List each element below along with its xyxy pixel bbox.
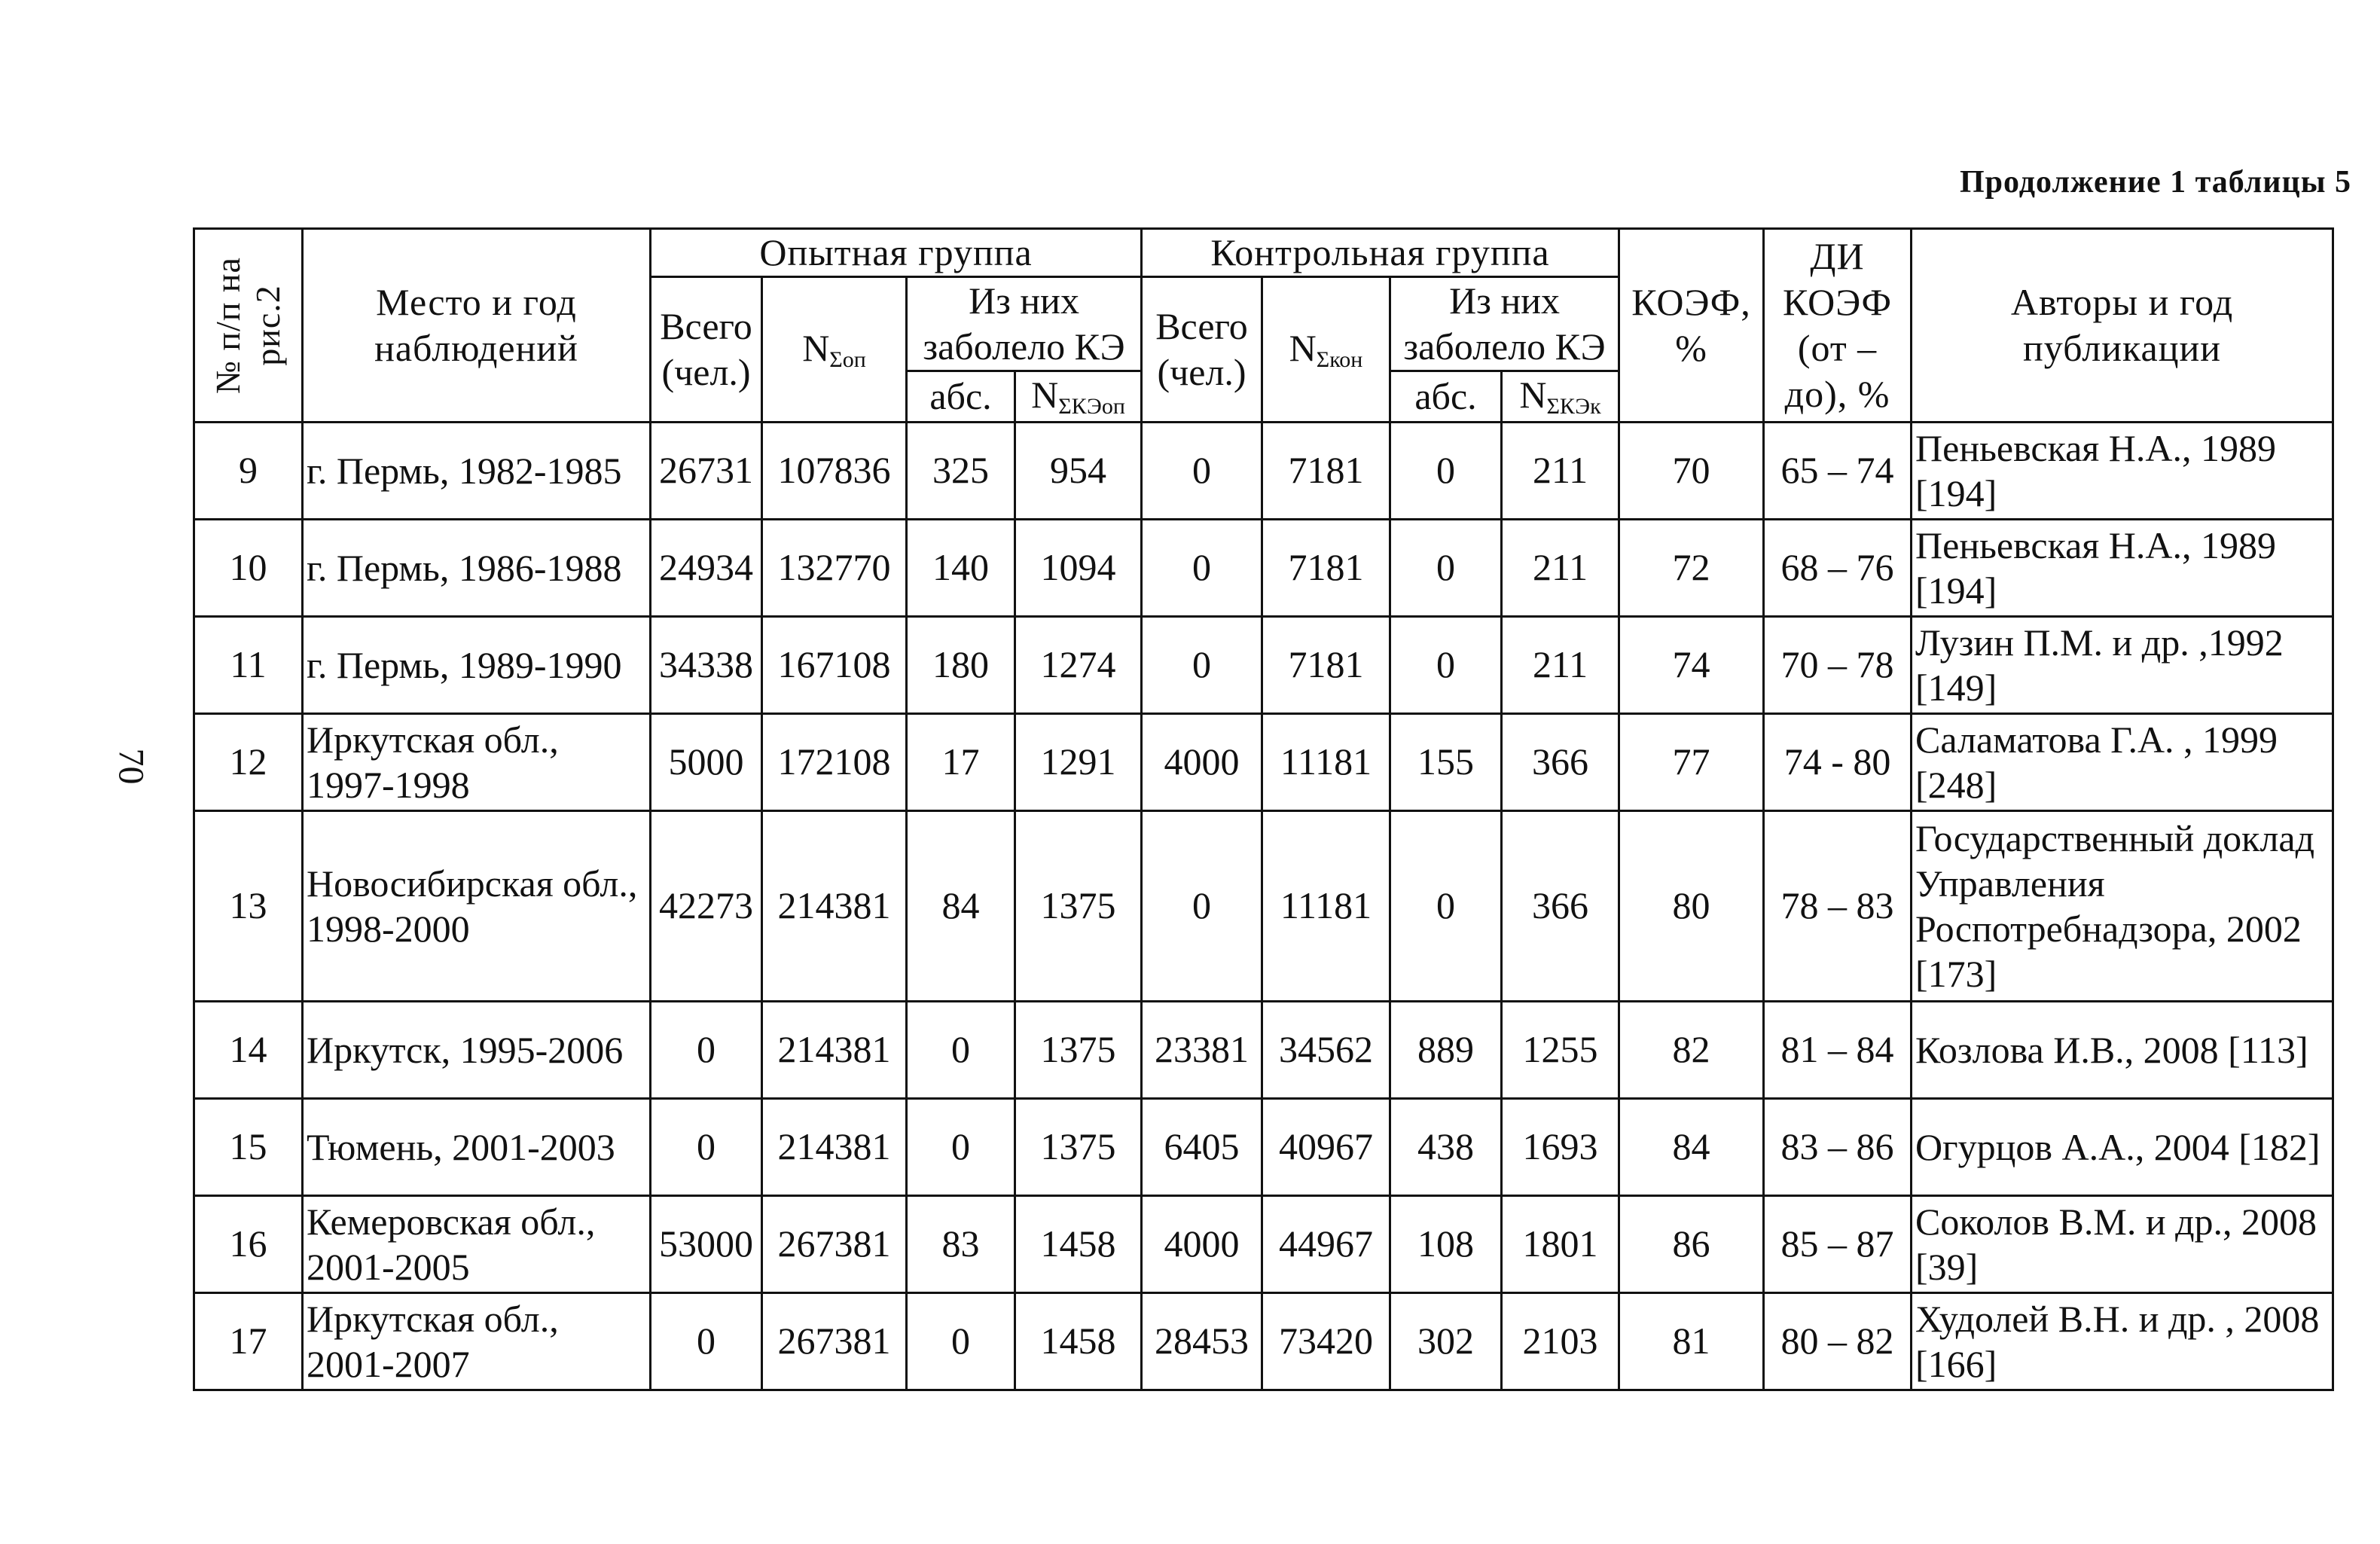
- cell-ctrl-abs: 0: [1390, 422, 1502, 519]
- cell-author: Огурцов А.А., 2004 [182]: [1912, 1098, 2333, 1195]
- cell-koef: 84: [1619, 1098, 1764, 1195]
- table-row: [194, 519, 2333, 616]
- cell-exp-nke: 1458: [1015, 1292, 1142, 1390]
- header-authors: Авторы и год публикации: [1912, 229, 2333, 423]
- cell-exp-total: 53000: [651, 1195, 762, 1292]
- cell-place: Иркутск, 1995-2006: [303, 1001, 651, 1098]
- cell-koef: 81: [1619, 1292, 1764, 1390]
- cell-exp-abs: 180: [907, 616, 1015, 713]
- cell-exp-total: 34338: [651, 616, 762, 713]
- cell-di: 74 - 80: [1764, 713, 1912, 810]
- table-row: [194, 713, 2333, 810]
- cell-exp-nke: 954: [1015, 422, 1142, 519]
- cell-koef: 72: [1619, 519, 1764, 616]
- cell-exp-total: 5000: [651, 713, 762, 810]
- cell-author: Козлова И.В., 2008 [113]: [1912, 1001, 2333, 1098]
- cell-ctrl-nke: 211: [1502, 616, 1619, 713]
- cell-ctrl-abs: 0: [1390, 616, 1502, 713]
- cell-ctrl-nke: 1693: [1502, 1098, 1619, 1195]
- header-exp-n-ke: [1015, 371, 1142, 423]
- cell-ctrl-nke: 366: [1502, 810, 1619, 1001]
- cell-ctrl-nke: 366: [1502, 713, 1619, 810]
- header-exp-n-sum: [762, 277, 907, 423]
- cell-ctrl-abs: 155: [1390, 713, 1502, 810]
- cell-ctrl-n: 73420: [1262, 1292, 1390, 1390]
- header-exp-n-ke-sub: ΣКЭоп: [1058, 394, 1125, 419]
- cell-exp-nke: 1094: [1015, 519, 1142, 616]
- table-row: [194, 616, 2333, 713]
- table-row: [194, 422, 2333, 519]
- cell-exp-total: 0: [651, 1098, 762, 1195]
- header-exp-n-sum-sub: Σоп: [829, 346, 866, 372]
- cell-exp-total: 42273: [651, 810, 762, 1001]
- cell-num: 11: [194, 616, 303, 713]
- continuation-title: Продолжение 1 таблицы 5: [1959, 165, 2351, 200]
- cell-place: Новосибирская обл., 1998-2000: [303, 810, 651, 1001]
- header-ctrl-abs: абс.: [1390, 371, 1502, 423]
- cell-author: Государственный доклад Управления Роспотребнадзора, 2002 [173]: [1912, 810, 2333, 1001]
- cell-ctrl-total: 6405: [1142, 1098, 1262, 1195]
- cell-exp-total: 26731: [651, 422, 762, 519]
- cell-koef: 70: [1619, 422, 1764, 519]
- header-exp-n-ke-main: N: [1031, 374, 1059, 416]
- cell-place: Кемеровская обл., 2001-2005: [303, 1195, 651, 1292]
- cell-ctrl-total: 0: [1142, 422, 1262, 519]
- table-row: [194, 1001, 2333, 1098]
- header-exp-n-sum-main: N: [802, 326, 830, 369]
- header-ctrl-n-sum: [1262, 277, 1390, 423]
- cell-exp-n: 167108: [762, 616, 907, 713]
- header-ctrl-n-ke-sub: ΣКЭк: [1546, 394, 1601, 419]
- cell-koef: 74: [1619, 616, 1764, 713]
- cell-koef: 82: [1619, 1001, 1764, 1098]
- cell-place: г. Пермь, 1982-1985: [303, 422, 651, 519]
- table-row: [194, 1098, 2333, 1195]
- cell-ctrl-abs: 0: [1390, 810, 1502, 1001]
- cell-exp-n: 214381: [762, 1098, 907, 1195]
- page-number: 70: [111, 748, 151, 785]
- cell-exp-total: 0: [651, 1001, 762, 1098]
- cell-ctrl-n: 11181: [1262, 713, 1390, 810]
- cell-place: Тюмень, 2001-2003: [303, 1098, 651, 1195]
- cell-ctrl-abs: 108: [1390, 1195, 1502, 1292]
- cell-di: 65 – 74: [1764, 422, 1912, 519]
- cell-num: 12: [194, 713, 303, 810]
- cell-ctrl-total: 28453: [1142, 1292, 1262, 1390]
- cell-exp-abs: 0: [907, 1001, 1015, 1098]
- cell-place: Иркутская обл., 2001-2007: [303, 1292, 651, 1390]
- cell-ctrl-total: 0: [1142, 810, 1262, 1001]
- cell-ctrl-total: 4000: [1142, 713, 1262, 810]
- cell-ctrl-abs: 889: [1390, 1001, 1502, 1098]
- header-di-koef: ДИ КОЭФ (от – до), %: [1764, 229, 1912, 423]
- cell-exp-abs: 83: [907, 1195, 1015, 1292]
- cell-ctrl-abs: 302: [1390, 1292, 1502, 1390]
- cell-author: Пеньевская Н.А., 1989 [194]: [1912, 519, 2333, 616]
- header-ctrl-of-them: Из них заболело КЭ: [1390, 277, 1619, 371]
- cell-num: 9: [194, 422, 303, 519]
- cell-exp-nke: 1375: [1015, 810, 1142, 1001]
- cell-ctrl-n: 11181: [1262, 810, 1390, 1001]
- cell-exp-nke: 1291: [1015, 713, 1142, 810]
- table-row: [194, 810, 2333, 1001]
- header-ctrl-n-sum-sub: Σкон: [1316, 346, 1363, 372]
- header-experimental-group: Опытная группа: [651, 229, 1142, 277]
- cell-koef: 86: [1619, 1195, 1764, 1292]
- cell-koef: 80: [1619, 810, 1764, 1001]
- cell-num: 15: [194, 1098, 303, 1195]
- cell-author: Пеньевская Н.А., 1989 [194]: [1912, 422, 2333, 519]
- cell-di: 78 – 83: [1764, 810, 1912, 1001]
- cell-exp-abs: 140: [907, 519, 1015, 616]
- cell-exp-nke: 1375: [1015, 1001, 1142, 1098]
- header-control-group: Контрольная группа: [1142, 229, 1619, 277]
- header-ctrl-n-ke: [1502, 371, 1619, 423]
- cell-exp-n: 267381: [762, 1195, 907, 1292]
- header-num-label: № п/п на рис.2: [208, 256, 287, 394]
- cell-place: Иркутская обл., 1997-1998: [303, 713, 651, 810]
- cell-ctrl-n: 7181: [1262, 422, 1390, 519]
- cell-exp-abs: 17: [907, 713, 1015, 810]
- cell-exp-nke: 1274: [1015, 616, 1142, 713]
- cell-author: Лузин П.М. и др. ,1992 [149]: [1912, 616, 2333, 713]
- header-ctrl-total: Всего (чел.): [1142, 277, 1262, 423]
- cell-ctrl-abs: 0: [1390, 519, 1502, 616]
- cell-ctrl-n: 7181: [1262, 616, 1390, 713]
- cell-author: Соколов В.М. и др., 2008 [39]: [1912, 1195, 2333, 1292]
- header-ctrl-n-ke-main: N: [1519, 374, 1547, 416]
- cell-exp-abs: 84: [907, 810, 1015, 1001]
- cell-ctrl-total: 4000: [1142, 1195, 1262, 1292]
- cell-place: г. Пермь, 1989-1990: [303, 616, 651, 713]
- cell-ctrl-n: 40967: [1262, 1098, 1390, 1195]
- cell-num: 14: [194, 1001, 303, 1098]
- cell-ctrl-nke: 2103: [1502, 1292, 1619, 1390]
- cell-di: 70 – 78: [1764, 616, 1912, 713]
- cell-exp-total: 0: [651, 1292, 762, 1390]
- cell-ctrl-n: 44967: [1262, 1195, 1390, 1292]
- cell-koef: 77: [1619, 713, 1764, 810]
- cell-exp-total: 24934: [651, 519, 762, 616]
- cell-exp-n: 132770: [762, 519, 907, 616]
- cell-ctrl-n: 7181: [1262, 519, 1390, 616]
- cell-exp-n: 172108: [762, 713, 907, 810]
- cell-ctrl-nke: 211: [1502, 519, 1619, 616]
- cell-place: г. Пермь, 1986-1988: [303, 519, 651, 616]
- header-ctrl-n-sum-main: N: [1289, 326, 1317, 369]
- cell-exp-n: 107836: [762, 422, 907, 519]
- cell-exp-abs: 0: [907, 1098, 1015, 1195]
- cell-exp-nke: 1375: [1015, 1098, 1142, 1195]
- cell-ctrl-abs: 438: [1390, 1098, 1502, 1195]
- cell-exp-n: 214381: [762, 810, 907, 1001]
- cell-exp-abs: 325: [907, 422, 1015, 519]
- cell-di: 80 – 82: [1764, 1292, 1912, 1390]
- cell-exp-n: 214381: [762, 1001, 907, 1098]
- cell-num: 16: [194, 1195, 303, 1292]
- cell-author: Худолей В.Н. и др. , 2008 [166]: [1912, 1292, 2333, 1390]
- header-exp-of-them: Из них заболело КЭ: [907, 277, 1142, 371]
- cell-ctrl-nke: 1255: [1502, 1001, 1619, 1098]
- header-exp-abs: абс.: [907, 371, 1015, 423]
- header-place: Место и год наблюдений: [303, 229, 651, 423]
- table-row: [194, 1292, 2333, 1390]
- cell-ctrl-nke: 1801: [1502, 1195, 1619, 1292]
- cell-author: Саламатова Г.А. , 1999 [248]: [1912, 713, 2333, 810]
- header-exp-total: Всего (чел.): [651, 277, 762, 423]
- cell-di: 85 – 87: [1764, 1195, 1912, 1292]
- cell-num: 17: [194, 1292, 303, 1390]
- cell-exp-abs: 0: [907, 1292, 1015, 1390]
- header-num: [194, 229, 303, 423]
- cell-ctrl-nke: 211: [1502, 422, 1619, 519]
- data-table: [193, 227, 2334, 1391]
- cell-exp-n: 267381: [762, 1292, 907, 1390]
- cell-ctrl-total: 0: [1142, 616, 1262, 713]
- cell-di: 83 – 86: [1764, 1098, 1912, 1195]
- cell-ctrl-n: 34562: [1262, 1001, 1390, 1098]
- cell-num: 10: [194, 519, 303, 616]
- cell-exp-nke: 1458: [1015, 1195, 1142, 1292]
- table-row: [194, 1195, 2333, 1292]
- cell-ctrl-total: 23381: [1142, 1001, 1262, 1098]
- header-koef: КОЭФ, %: [1619, 229, 1764, 423]
- cell-di: 81 – 84: [1764, 1001, 1912, 1098]
- cell-num: 13: [194, 810, 303, 1001]
- cell-di: 68 – 76: [1764, 519, 1912, 616]
- cell-ctrl-total: 0: [1142, 519, 1262, 616]
